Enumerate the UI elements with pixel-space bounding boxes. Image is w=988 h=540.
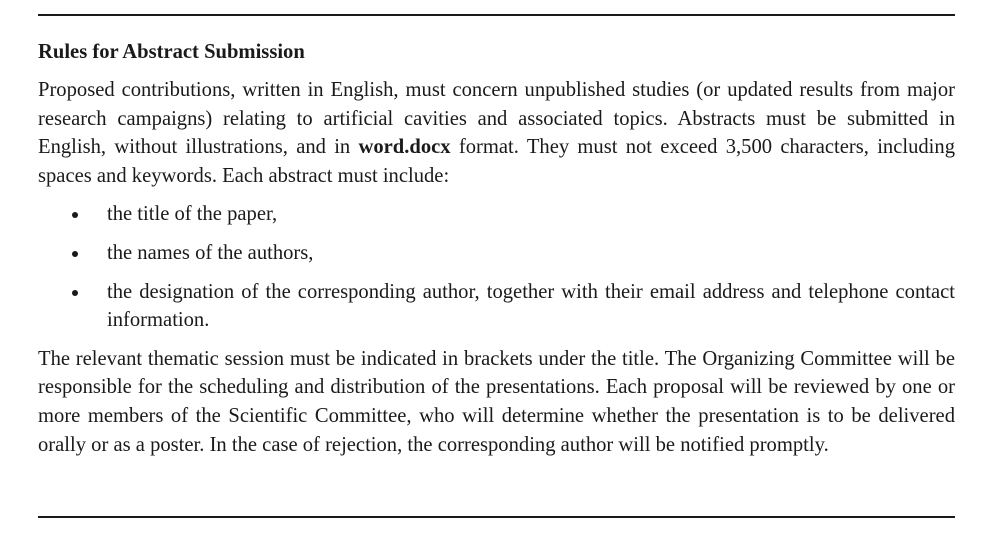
intro-text-end: format. They must not exceed 3,500 characters, including spaces and keywords. Each abstract must include: <box>38 136 955 187</box>
list-item <box>38 239 955 268</box>
bullet-icon <box>72 251 78 257</box>
intro-paragraph <box>38 76 955 190</box>
list-item-text: the designation of the corresponding author, together with their email address and telephone contact information. <box>107 280 955 332</box>
closing-paragraph: The relevant thematic session must be indicated in brackets under the title. The Organizing Committee will be responsible for the scheduling and distribution of the presentations. Each proposal will be reviewed by one or more members of the Scientific Committee, who will determine whether the presentation is to be delivered orally or as a poster. In the case of rejection, the corresponding author will be notified promptly. <box>38 347 955 456</box>
requirements-list <box>38 200 955 334</box>
top-divider <box>38 14 955 16</box>
intro-text-start: Proposed contributions, written in English, must concern unpublished studies (or updated results from major research campaigns) relating to artificial cavities and associated topics. Abstracts must be submitted in English, without illustrations, and in <box>38 79 955 159</box>
list-item <box>38 278 955 335</box>
abstract-rules-section <box>38 38 955 459</box>
bullet-icon <box>72 290 78 296</box>
bullet-icon <box>72 212 78 218</box>
bottom-divider <box>38 516 955 518</box>
intro-format-bold: word.docx <box>358 136 451 159</box>
list-item <box>38 200 955 229</box>
list-item-text: the title of the paper, <box>107 203 278 226</box>
list-item-text: the names of the authors, <box>107 241 314 264</box>
section-title: Rules for Abstract Submission <box>38 41 305 63</box>
